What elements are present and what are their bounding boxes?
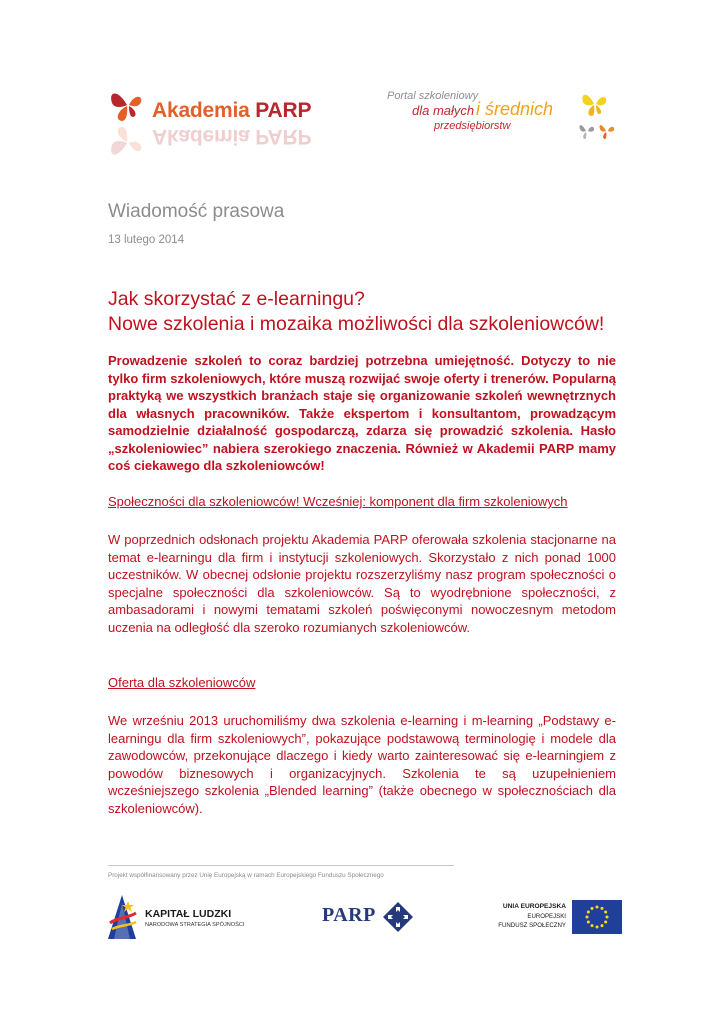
portal-logo-line2b: i średnich [476,99,554,119]
eu-star [601,907,604,910]
parp-mark-icon [382,901,414,933]
kapital-ludzki-title: KAPITAŁ LUDZKI [145,908,232,920]
orange-butterfly-icon [598,122,616,140]
eu-fund-logo [496,899,622,935]
eu-fund-line1: EUROPEJSKI [527,913,566,920]
eu-fund-line2: FUNDUSZ SPOŁECZNY [498,922,566,929]
portal-logo-line3: przedsiębiorstw [434,120,511,132]
eu-star [604,911,607,914]
eu-star [606,916,609,919]
portal-logo-line2a: dla małych [412,103,475,118]
kapital-ludzki-logo [106,893,256,941]
kapital-ludzki-subtitle: NARODOWA STRATEGIA SPÓJNOŚCI [145,922,245,928]
yellow-butterfly-icon [580,90,610,118]
grey-butterfly-icon [578,122,596,140]
akademia-parp-reflection: Akademia PARP [152,125,312,148]
butterfly-reflection-icon [108,124,148,162]
section-2-paragraph: We wrześniu 2013 uruchomiliśmy dwa szkolenia e-learning i m-learning „Podstawy e-learningu dla firm szkoleniowych”, pokazujące podstawową terminologię i modele dla zawodowców, przekonujące dlaczego i kiedy warto zainteresować się e-learningiem z powodów biznesowych i organizacyjnych. Szkolenia te są uzupełnieniem wcześniejszego szkolenia „Blended learning” (także obecnego w społecznościach dla szkoleniowców). [108,713,616,816]
eu-star [596,926,599,929]
footer-divider [108,865,454,866]
document-title [108,287,604,337]
section-2-heading: Oferta dla szkoleniowców [108,675,256,690]
butterfly-icon [108,86,148,124]
kapital-ludzki-emblem-icon [106,893,140,941]
title-line-1: Jak skorzystać z e-learningu? [108,288,365,310]
akademia-parp-logo [108,86,312,162]
eu-star [604,921,607,924]
section-1-heading: Społeczności dla szkoleniowców! Wcześniej: komponent dla firm szkoleniowych [108,494,568,509]
document-type: Wiadomość prasowa [108,201,285,222]
akademia-parp-wordmark: Akademia PARP [152,99,312,122]
eu-star [591,907,594,910]
portal-logo [384,86,624,148]
eu-star [586,916,589,919]
eu-star [587,921,590,924]
eu-star [587,911,590,914]
portal-logo-line1: Portal szkoleniowy [387,90,479,102]
eu-label: UNIA EUROPEJSKA [502,903,566,910]
eu-star [601,924,604,927]
eu-flag-icon [572,900,622,934]
footer-cofinancing-note: Projekt współfinansowany przez Unię Europejską w ramach Europejskiego Funduszu Społecznego [108,872,384,879]
title-line-2: Nowe szkolenia i mozaika możliwości dla szkoleniowców! [108,313,605,335]
parp-logo [322,899,414,935]
section-1-paragraph: W poprzednich odsłonach projektu Akademia PARP oferowała szkolenia stacjonarne na temat e-learningu dla firm i instytucji szkoleniowych. Skorzystało z nich ponad 1000 uczestników. W obecnej odsłonie projektu rozszerzyliśmy nasz program społeczności o specjalne społeczności dla szkoleniowców. Są to wyodrębnione społeczności, z ambasadorami i nowymi tematami szkoleń poświęconymi nowoczesnym metodom uczenia na odległość dla szeroko rozumianych szkoleniowców. [108,532,616,635]
eu-star [591,924,594,927]
document-date: 13 lutego 2014 [108,234,185,246]
eu-star [596,906,599,909]
parp-wordmark: PARP [322,904,376,926]
lead-paragraph: Prowadzenie szkoleń to coraz bardziej potrzebna umiejętność. Dotyczy to nie tylko firm szkoleniowych, które muszą rozwijać swoje oferty i trenerów. Popularną praktyką we wszystkich branżach staje się organizowanie szkoleń wewnętrznych dla własnych pracowników. Także ekspertom i konsultantom, prowadzącym samodzielnie działalność gospodarczą, zdarza się prowadzić szkolenia. Hasło „szkoleniowiec” nabiera szerokiego znaczenia. Również w Akademii PARP mamy coś ciekawego dla szkoleniowców! [108,353,616,473]
